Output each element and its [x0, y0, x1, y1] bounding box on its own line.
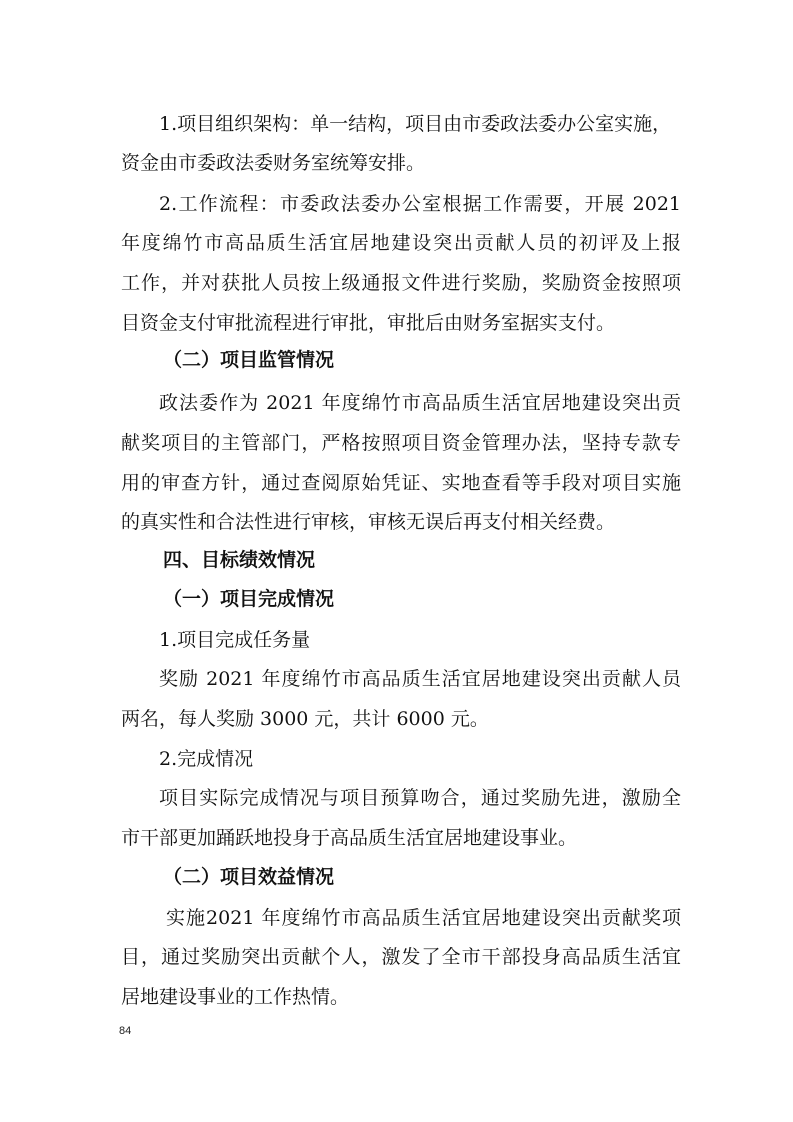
- page-number: 84: [119, 1025, 132, 1037]
- section-heading: （二）项目监管情况: [163, 349, 335, 371]
- text-line: 资金由市委政法委财务室统筹安排。: [121, 152, 426, 174]
- text-line: 奖励 2021 年度绵竹市高品质生活宜居地建设突出贡献人员: [159, 668, 681, 690]
- text-line: 目资金支付审批流程进行审批，审批后由财务室据实支付。: [121, 312, 616, 334]
- text-line: 目，通过奖励突出贡献个人，激发了全市干部投身高品质生活宜: [121, 946, 681, 968]
- text-line: 的真实性和合法性进行审核，审核无误后再支付相关经费。: [121, 511, 616, 533]
- text-line: 市干部更加踊跃地投身于高品质生活宜居地建设事业。: [121, 827, 578, 849]
- section-heading: （一）项目完成情况: [163, 588, 335, 610]
- section-heading: 四、目标绩效情况: [163, 549, 316, 571]
- section-heading: （二）项目效益情况: [163, 866, 335, 888]
- text-line: 2.完成情况: [159, 748, 254, 770]
- text-line: 用的审查方针，通过查阅原始凭证、实地查看等手段对项目实施: [121, 472, 681, 494]
- text-line: 1.项目组织架构：单一结构，项目由市委政法委办公室实施，: [159, 113, 672, 135]
- text-line: 政法委作为 2021 年度绵竹市高品质生活宜居地建设突出贡: [159, 392, 681, 414]
- text-line: 年度绵竹市高品质生活宜居地建设突出贡献人员的初评及上报: [121, 232, 681, 254]
- text-line: 项目实际完成情况与项目预算吻合，通过奖励先进，激励全: [159, 787, 681, 809]
- text-line: 居地建设事业的工作热情。: [121, 986, 350, 1008]
- text-line: 实施2021 年度绵竹市高品质生活宜居地建设突出贡献奖项: [166, 907, 681, 929]
- text-line: 工作，并对获批人员按上级通报文件进行奖励，奖励资金按照项: [121, 272, 681, 294]
- text-line: 2.工作流程：市委政法委办公室根据工作需要，开展 2021: [159, 193, 681, 215]
- text-line: 两名，每人奖励 3000 元，共计 6000 元。: [121, 708, 489, 730]
- text-line: 献奖项目的主管部门，严格按照项目资金管理办法，坚持专款专: [121, 432, 681, 454]
- text-line: 1.项目完成任务量: [159, 629, 311, 651]
